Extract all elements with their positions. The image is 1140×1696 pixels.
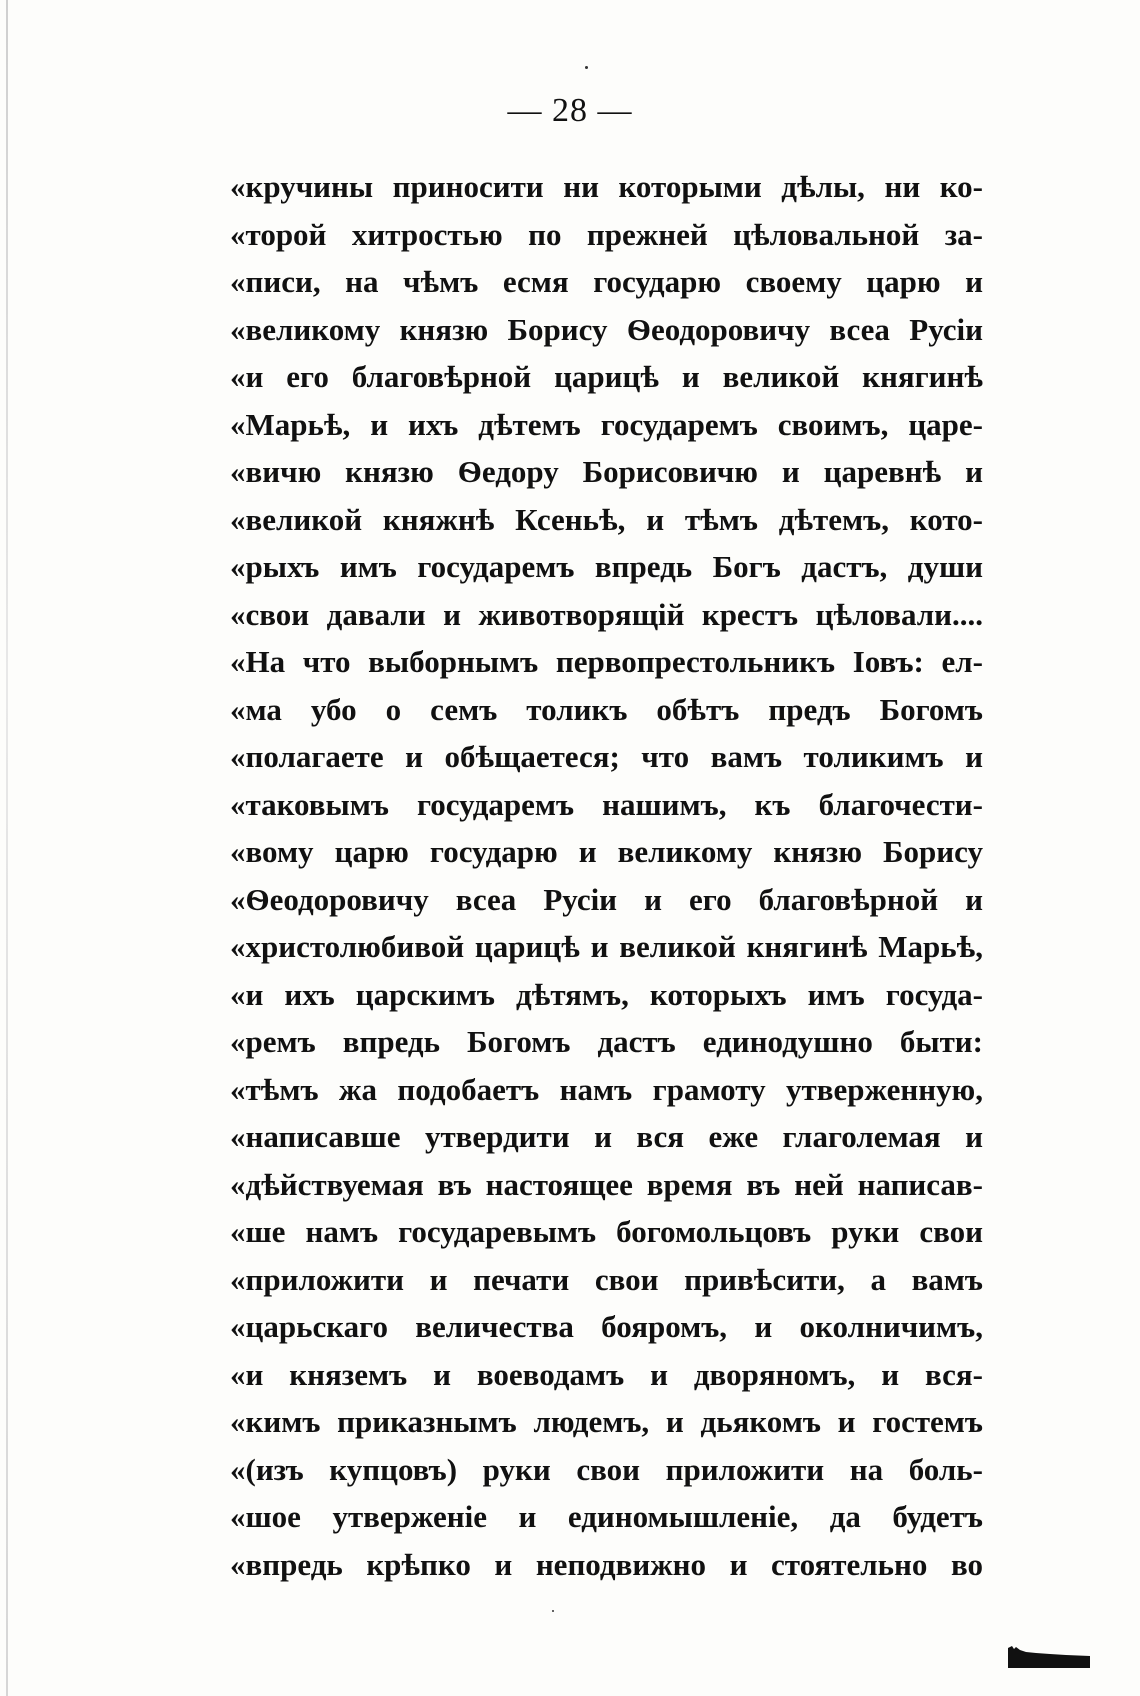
text-line: «ма убо о семъ толикъ обѣтъ предъ Богомъ (230, 691, 983, 727)
page-edge-shadow (6, 0, 8, 1696)
text-line: «вичю князю Ѳедору Борисовичю и царевнѣ и (230, 454, 983, 489)
print-speck (552, 1610, 554, 1612)
text-line: «шое утверженіе и единомышленіе, да будетъ (230, 1499, 983, 1534)
text-line: «кимъ приказнымъ людемъ, и дьякомъ и гостемъ (230, 1404, 983, 1439)
text-line: «торой хитростью по прежней цѣловальной за- (230, 216, 983, 252)
text-line: «полагаете и обѣщаетеся; что вамъ толикимъ и (230, 739, 983, 774)
text-line: «рыхъ имъ государемъ впредь Богъ дастъ, души (230, 549, 983, 584)
text-line: «христолюбивой царицѣ и великой княгинѣ Марьѣ, (230, 929, 983, 964)
text-line: «дѣйствуемая въ настоящее время въ ней написав- (230, 1166, 983, 1202)
text-line: «и его благовѣрной царицѣ и великой княгинѣ (230, 359, 983, 394)
text-line: «ремъ впредь Богомъ дастъ единодушно быти: (230, 1024, 983, 1059)
text-line: «свои давали и животворящій крестъ цѣловали.... (230, 596, 983, 632)
text-line: «ше намъ государевымъ богомольцовъ руки свои (230, 1214, 983, 1249)
text-line: «великому князю Борису Ѳеодоровичу всеа Русіи (230, 311, 983, 347)
text-line: «царьскаго величества бояромъ, и околничимъ, (230, 1309, 983, 1344)
text-line: «(изъ купцовъ) руки свои приложити на боль- (230, 1451, 983, 1487)
text-line: «Ѳеодоровичу всеа Русіи и его благовѣрной и (230, 881, 983, 917)
text-line: «таковымъ государемъ нашимъ, къ благочести- (230, 786, 983, 822)
text-line: «Марьѣ, и ихъ дѣтемъ государемъ своимъ, царе- (230, 406, 983, 442)
text-line: «писи, на чѣмъ есмя государю своему царю и (230, 264, 983, 299)
text-line: «и княземъ и воеводамъ и дворяномъ, и вся- (230, 1356, 983, 1392)
text-line: «написавше утвердити и вся еже глаголемая и (230, 1119, 983, 1154)
text-line: «кручины приносити ни которыми дѣлы, ни ко- (230, 169, 983, 204)
text-line: «приложити и печати свои привѣсити, а вамъ (230, 1261, 983, 1297)
body-text (230, 163, 983, 1588)
page-number: — 28 — (507, 92, 633, 129)
text-line: «великой княжнѣ Ксеньѣ, и тѣмъ дѣтемъ, кото- (230, 501, 983, 537)
text-line: «На что выборнымъ первопрестольникъ Іовъ: ел- (230, 644, 983, 679)
text-line: «тѣмъ жа подобаетъ намъ грамоту утверженную, (230, 1071, 983, 1107)
scan-corner-mark (1006, 1640, 1092, 1668)
text-line: «и ихъ царскимъ дѣтямъ, которыхъ имъ госуда- (230, 976, 983, 1012)
print-speck (585, 66, 588, 69)
text-line: «впредь крѣпко и неподвижно и стоятельно во (230, 1546, 983, 1582)
text-line: «вому царю государю и великому князю Борису (230, 834, 983, 869)
